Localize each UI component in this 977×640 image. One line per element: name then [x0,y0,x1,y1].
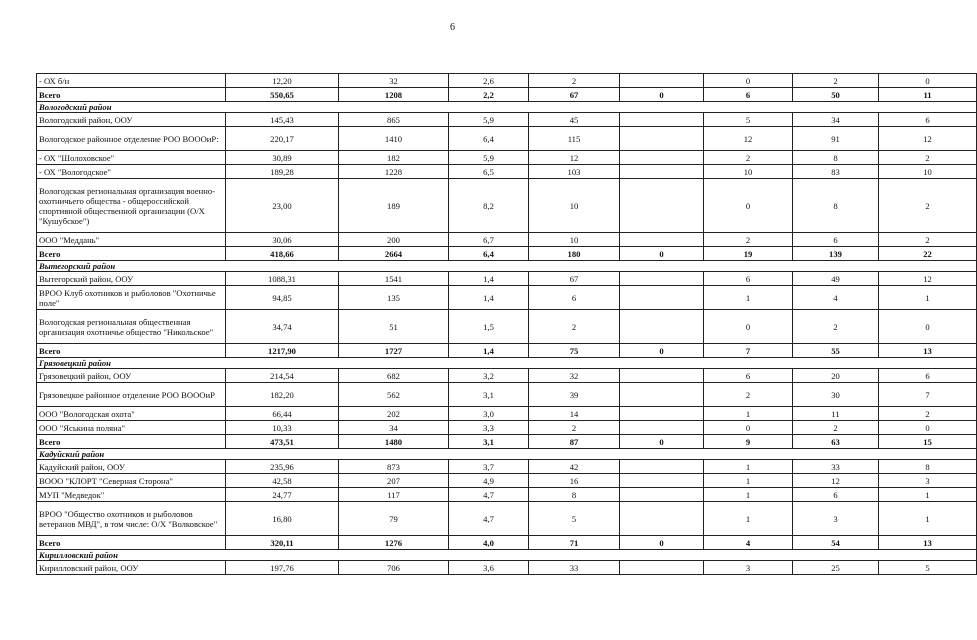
value-cell: 8 [879,460,977,474]
value-cell [620,561,704,575]
data-table [36,73,977,575]
value-cell: 67 [529,88,620,102]
value-cell: 182,20 [226,383,339,407]
value-cell: 6 [704,272,793,286]
row-name-cell: ВРОО "Общество охотников и рыболовов ветеранов МВД", в том числе: О/Х "Волковское" [37,502,226,536]
value-cell: 6 [704,369,793,383]
row-name-cell: ВРОО Клуб охотников и рыболовов "Охотничье поле" [37,286,226,310]
value-cell: 75 [529,344,620,358]
value-cell: 54 [793,536,879,550]
value-cell: 4 [704,536,793,550]
value-cell [620,488,704,502]
section-title: Вологодский район [37,102,977,113]
value-cell: 4 [793,286,879,310]
section-header-row [37,102,977,113]
value-cell [620,474,704,488]
value-cell: 2 [793,74,879,88]
value-cell: 24,77 [226,488,339,502]
row-name-cell: Всего [37,344,226,358]
value-cell: 3,2 [449,369,529,383]
value-cell: 5 [529,502,620,536]
value-cell: 42 [529,460,620,474]
value-cell: 4,9 [449,474,529,488]
value-cell: 5 [879,561,977,575]
row-name-cell: Вытегорский район, ООУ [37,272,226,286]
value-cell: 10 [704,165,793,179]
value-cell: 873 [339,460,449,474]
table-row [37,369,977,383]
value-cell: 2 [793,421,879,435]
value-cell: 34 [793,113,879,127]
value-cell: 473,51 [226,435,339,449]
value-cell [620,74,704,88]
value-cell: 200 [339,233,449,247]
value-cell: 2 [879,151,977,165]
section-title: Вытегорский район [37,261,977,272]
value-cell: 214,54 [226,369,339,383]
value-cell [620,233,704,247]
value-cell: 33 [793,460,879,474]
value-cell: 45 [529,113,620,127]
value-cell [620,369,704,383]
value-cell: 1276 [339,536,449,550]
value-cell: 2 [793,310,879,344]
value-cell: 3 [879,474,977,488]
value-cell: 94,85 [226,286,339,310]
value-cell: 30 [793,383,879,407]
row-name-cell: Всего [37,88,226,102]
value-cell: 10 [529,179,620,233]
value-cell: 1 [879,488,977,502]
row-name-cell: Вологодский район, ООУ [37,113,226,127]
value-cell: 2 [879,233,977,247]
value-cell: 0 [879,310,977,344]
value-cell: 30,89 [226,151,339,165]
value-cell: 2 [529,74,620,88]
value-cell [620,383,704,407]
value-cell: 3,6 [449,561,529,575]
value-cell: 13 [879,344,977,358]
value-cell: 8 [793,179,879,233]
section-title: Кадуйский район [37,449,977,460]
value-cell: 418,66 [226,247,339,261]
value-cell: 1 [704,407,793,421]
row-name-cell: МУП "Медведок" [37,488,226,502]
value-cell: 12 [529,151,620,165]
value-cell: 103 [529,165,620,179]
table-body [37,74,977,575]
value-cell: 3 [704,561,793,575]
value-cell: 1 [879,286,977,310]
value-cell: 550,65 [226,88,339,102]
row-name-cell: Вологодское районное отделение РОО ВОООиР: [37,127,226,151]
value-cell: 117 [339,488,449,502]
value-cell: 0 [620,344,704,358]
table-row [37,151,977,165]
section-header-row [37,358,977,369]
value-cell: 16,80 [226,502,339,536]
row-name-cell: ООО "Вологодская охота" [37,407,226,421]
table-row [37,421,977,435]
value-cell: 1 [704,502,793,536]
value-cell: 6 [529,286,620,310]
value-cell: 202 [339,407,449,421]
value-cell: 50 [793,88,879,102]
value-cell: 562 [339,383,449,407]
value-cell: 63 [793,435,879,449]
table-row [37,165,977,179]
value-cell: 2,2 [449,88,529,102]
value-cell: 1,4 [449,272,529,286]
value-cell [620,407,704,421]
value-cell: 2,6 [449,74,529,88]
value-cell: 1,4 [449,344,529,358]
value-cell: 2 [704,151,793,165]
table-row [37,310,977,344]
value-cell: 2664 [339,247,449,261]
value-cell: 15 [879,435,977,449]
value-cell: 0 [620,435,704,449]
value-cell: 706 [339,561,449,575]
value-cell: 115 [529,127,620,151]
value-cell [620,179,704,233]
value-cell: 19 [704,247,793,261]
value-cell: 0 [620,536,704,550]
value-cell: 32 [529,369,620,383]
row-name-cell: Грязовецкий район, ООУ [37,369,226,383]
value-cell: 51 [339,310,449,344]
row-name-cell: Вологодская региональная общественная организация охотничье общество "Никольское" [37,310,226,344]
value-cell: 8 [793,151,879,165]
table-row [37,272,977,286]
value-cell: 0 [704,421,793,435]
table-row [37,407,977,421]
value-cell: 30,06 [226,233,339,247]
value-cell: 34 [339,421,449,435]
value-cell: 6 [793,488,879,502]
value-cell: 1217,90 [226,344,339,358]
table-row [37,286,977,310]
value-cell: 0 [879,74,977,88]
value-cell: 1480 [339,435,449,449]
value-cell: 9 [704,435,793,449]
value-cell: 1208 [339,88,449,102]
value-cell: 135 [339,286,449,310]
value-cell: 5 [704,113,793,127]
row-name-cell: - ОХ "Вологодское" [37,165,226,179]
section-title: Грязовецкий район [37,358,977,369]
value-cell [620,502,704,536]
value-cell: 20 [793,369,879,383]
value-cell: 11 [879,88,977,102]
value-cell: 4,7 [449,488,529,502]
page-number: 6 [450,22,455,33]
value-cell: 6,7 [449,233,529,247]
value-cell: 87 [529,435,620,449]
value-cell: 83 [793,165,879,179]
value-cell: 3,0 [449,407,529,421]
total-row [37,88,977,102]
table-row [37,474,977,488]
value-cell: 2 [704,383,793,407]
value-cell: 4,0 [449,536,529,550]
value-cell: 145,43 [226,113,339,127]
value-cell: 0 [620,88,704,102]
value-cell: 1 [704,488,793,502]
value-cell: 3,1 [449,383,529,407]
value-cell: 1541 [339,272,449,286]
value-cell: 5,9 [449,151,529,165]
value-cell: 1727 [339,344,449,358]
table-row [37,502,977,536]
section-header-row [37,449,977,460]
value-cell: 71 [529,536,620,550]
value-cell: 1 [704,460,793,474]
table-row [37,179,977,233]
value-cell: 34,74 [226,310,339,344]
value-cell: 10 [529,233,620,247]
value-cell: 12 [793,474,879,488]
section-title: Кирилловский район [37,550,977,561]
row-name-cell: Всего [37,435,226,449]
table-row [37,233,977,247]
value-cell: 7 [704,344,793,358]
value-cell: 6 [793,233,879,247]
value-cell: 189 [339,179,449,233]
table-row [37,113,977,127]
value-cell [620,421,704,435]
value-cell [620,310,704,344]
value-cell: 6 [879,113,977,127]
value-cell: 12 [879,127,977,151]
value-cell: 6,4 [449,247,529,261]
row-name-cell: - ОХ б/н [37,74,226,88]
value-cell: 4,7 [449,502,529,536]
value-cell [620,272,704,286]
value-cell: 39 [529,383,620,407]
value-cell: 79 [339,502,449,536]
total-row [37,247,977,261]
row-name-cell: Кирилловский район, ООУ [37,561,226,575]
value-cell: 32 [339,74,449,88]
total-row [37,344,977,358]
value-cell: 2 [704,233,793,247]
value-cell: 49 [793,272,879,286]
value-cell: 0 [620,247,704,261]
value-cell [620,113,704,127]
value-cell: 1,4 [449,286,529,310]
row-name-cell: - ОХ "Шолоховское" [37,151,226,165]
value-cell: 6,5 [449,165,529,179]
value-cell: 7 [879,383,977,407]
row-name-cell: Всего [37,247,226,261]
value-cell [620,165,704,179]
value-cell: 3,1 [449,435,529,449]
value-cell: 182 [339,151,449,165]
value-cell: 2 [879,407,977,421]
table-row [37,488,977,502]
value-cell: 23,00 [226,179,339,233]
table-row [37,561,977,575]
value-cell: 91 [793,127,879,151]
value-cell: 10 [879,165,977,179]
value-cell: 189,28 [226,165,339,179]
value-cell: 180 [529,247,620,261]
value-cell: 1 [704,474,793,488]
value-cell: 0 [704,310,793,344]
value-cell: 1228 [339,165,449,179]
value-cell: 12,20 [226,74,339,88]
value-cell: 14 [529,407,620,421]
value-cell: 3 [793,502,879,536]
value-cell: 67 [529,272,620,286]
value-cell: 139 [793,247,879,261]
row-name-cell: Кадуйский район, ООУ [37,460,226,474]
value-cell: 0 [704,179,793,233]
table-row [37,383,977,407]
value-cell: 6 [879,369,977,383]
value-cell: 25 [793,561,879,575]
value-cell: 865 [339,113,449,127]
value-cell: 13 [879,536,977,550]
value-cell: 682 [339,369,449,383]
total-row [37,435,977,449]
value-cell: 5,9 [449,113,529,127]
row-name-cell: ВООО "КЛОРТ "Северная Сторона" [37,474,226,488]
value-cell [620,460,704,474]
value-cell: 320,11 [226,536,339,550]
table-row [37,74,977,88]
value-cell: 0 [704,74,793,88]
value-cell: 3,3 [449,421,529,435]
value-cell: 197,76 [226,561,339,575]
value-cell: 235,96 [226,460,339,474]
value-cell: 1410 [339,127,449,151]
value-cell: 10,33 [226,421,339,435]
value-cell: 66,44 [226,407,339,421]
row-name-cell: ООО "Яськина поляна" [37,421,226,435]
value-cell: 12 [879,272,977,286]
value-cell [620,127,704,151]
value-cell [620,151,704,165]
value-cell: 207 [339,474,449,488]
value-cell: 3,7 [449,460,529,474]
value-cell: 6 [704,88,793,102]
value-cell: 8,2 [449,179,529,233]
value-cell: 8 [529,488,620,502]
value-cell: 1 [704,286,793,310]
value-cell [620,286,704,310]
value-cell: 55 [793,344,879,358]
section-header-row [37,550,977,561]
table-row [37,127,977,151]
row-name-cell: Всего [37,536,226,550]
value-cell: 11 [793,407,879,421]
value-cell: 22 [879,247,977,261]
row-name-cell: Грязовецкое районное отделение РОО ВОООиР [37,383,226,407]
section-header-row [37,261,977,272]
value-cell: 2 [529,421,620,435]
value-cell: 0 [879,421,977,435]
total-row [37,536,977,550]
value-cell: 1,5 [449,310,529,344]
row-name-cell: Вологодская региональная организация военно-охотничьего общества - общероссийской спортивной общественной организации (О/Х "Кушубское") [37,179,226,233]
value-cell: 220,17 [226,127,339,151]
value-cell: 1088,31 [226,272,339,286]
value-cell: 12 [704,127,793,151]
value-cell: 6,4 [449,127,529,151]
row-name-cell: ООО "Меддань" [37,233,226,247]
value-cell: 2 [529,310,620,344]
value-cell: 2 [879,179,977,233]
value-cell: 33 [529,561,620,575]
value-cell: 42,58 [226,474,339,488]
value-cell: 16 [529,474,620,488]
value-cell: 1 [879,502,977,536]
table-row [37,460,977,474]
